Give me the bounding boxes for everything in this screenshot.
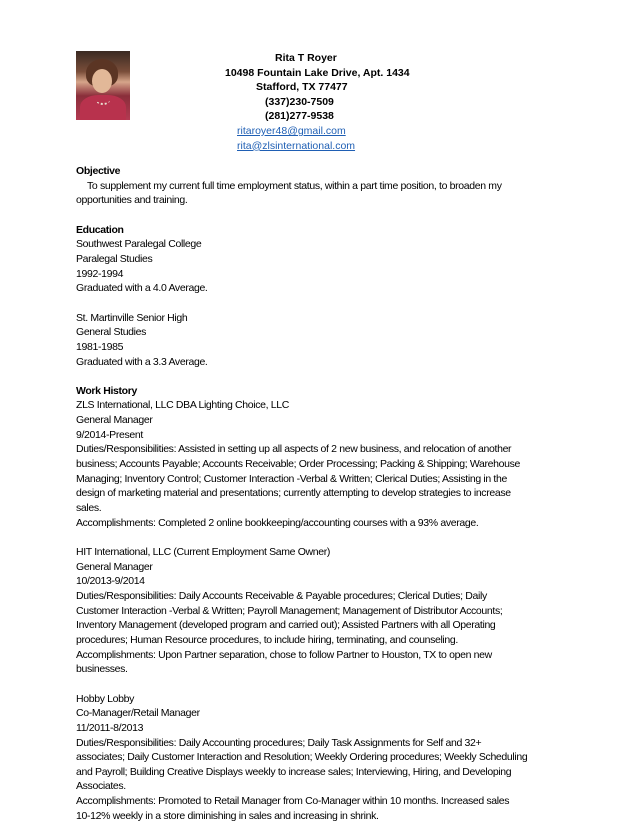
phone-primary: (337)230-7509: [265, 95, 334, 108]
job-company: ZLS International, LLC DBA Lighting Choice, LLC: [76, 399, 289, 412]
job-detail-line: Duties/Responsibilities: Daily Accounting procedures; Daily Task Assignments for Self and 32+: [76, 736, 482, 749]
job-detail-line: 10-12% weekly in a store diminishing in sales and increasing in shrink.: [76, 809, 379, 822]
school-grade: Graduated with a 3.3 Average.: [76, 355, 208, 368]
job-accomplishments: Accomplishments: Promoted to Retail Manager from Co-Manager within 10 months. Increased sales: [76, 795, 510, 808]
email-link-primary[interactable]: ritaroyer48@gmail.com: [237, 125, 346, 137]
job-accomplishments: Accomplishments: Completed 2 online bookkeeping/accounting courses with a 93% average.: [76, 516, 479, 529]
job-detail-line: design of marketing material and presentations; currently attempting to develop strategies to increase: [76, 487, 511, 500]
applicant-name: Rita T Royer: [275, 52, 337, 64]
job-title: Co-Manager/Retail Manager: [76, 707, 200, 720]
job-detail-line: and Payroll; Building Creative Displays weekly to increase sales; Interviewing, Hiring, and Developing: [76, 765, 512, 778]
city-line: Stafford, TX 77477: [256, 81, 348, 94]
profile-photo: [76, 51, 130, 120]
job-detail-line: Duties/Responsibilities: Assisted in setting up all aspects of 2 new business, and relocation of another: [76, 443, 512, 456]
school-name: St. Martinville Senior High: [76, 311, 188, 324]
objective-text-line: opportunities and training.: [76, 194, 188, 207]
job-dates: 9/2014-Present: [76, 428, 143, 441]
job-detail-line: Customer Interaction -Verbal & Written; Payroll Management; Management of Distributor Accounts;: [76, 604, 503, 617]
job-detail-line: sales.: [76, 502, 102, 515]
job-company: Hobby Lobby: [76, 692, 135, 705]
job-dates: 11/2011-8/2013: [76, 721, 144, 734]
job-dates: 10/2013-9/2014: [76, 575, 145, 588]
job-company: HIT International, LLC (Current Employment Same Owner): [76, 546, 331, 558]
address-line: 10498 Fountain Lake Drive, Apt. 1434: [225, 66, 410, 79]
school-study: Paralegal Studies: [76, 252, 153, 265]
job-detail-line: Duties/Responsibilities: Daily Accounts Receivable & Payable procedures; Clerical Duties; Daily: [76, 589, 487, 602]
job-title: General Manager: [76, 414, 153, 427]
job-detail-line: Managing; Inventory Control; Customer Interaction -Verbal & Written; Clerical Duties; Assisting in the: [76, 472, 507, 485]
job-accomplishments: Accomplishments: Upon Partner separation, chose to follow Partner to Houston, TX to open new: [76, 648, 492, 661]
phone-secondary: (281)277-9538: [265, 110, 334, 123]
job-title: General Manager: [76, 560, 153, 573]
job-detail-line: procedures; Human Resource procedures, to include hiring, terminating, and counseling.: [76, 633, 458, 646]
work-history-heading: Work History: [76, 384, 137, 397]
job-detail-line: associates; Daily Customer Interaction and Resolution; Weekly Ordering procedures; Weekly Scheduling: [76, 751, 528, 764]
objective-heading: Objective: [76, 165, 121, 177]
school-study: General Studies: [76, 326, 147, 339]
objective-text-line: To supplement my current full time employment status, within a part time position, to broaden my: [87, 179, 502, 192]
resume-body: [76, 164, 576, 823]
job-detail-line: business; Accounts Payable; Accounts Receivable; Order Processing; Packing & Shipping; Warehouse: [76, 458, 521, 471]
job-detail-line: Inventory Management (developed program and carried out); Assisted Partners with all Operating: [76, 619, 496, 632]
email-link-secondary[interactable]: rita@zlsinternational.com: [237, 139, 356, 152]
education-heading: Education: [76, 223, 124, 236]
school-name: Southwest Paralegal College: [76, 238, 202, 251]
school-years: 1981-1985: [76, 340, 124, 353]
school-grade: Graduated with a 4.0 Average.: [76, 282, 208, 295]
school-years: 1992-1994: [76, 267, 124, 280]
job-detail-line: businesses.: [76, 663, 128, 676]
job-detail-line: Associates.: [76, 780, 126, 793]
